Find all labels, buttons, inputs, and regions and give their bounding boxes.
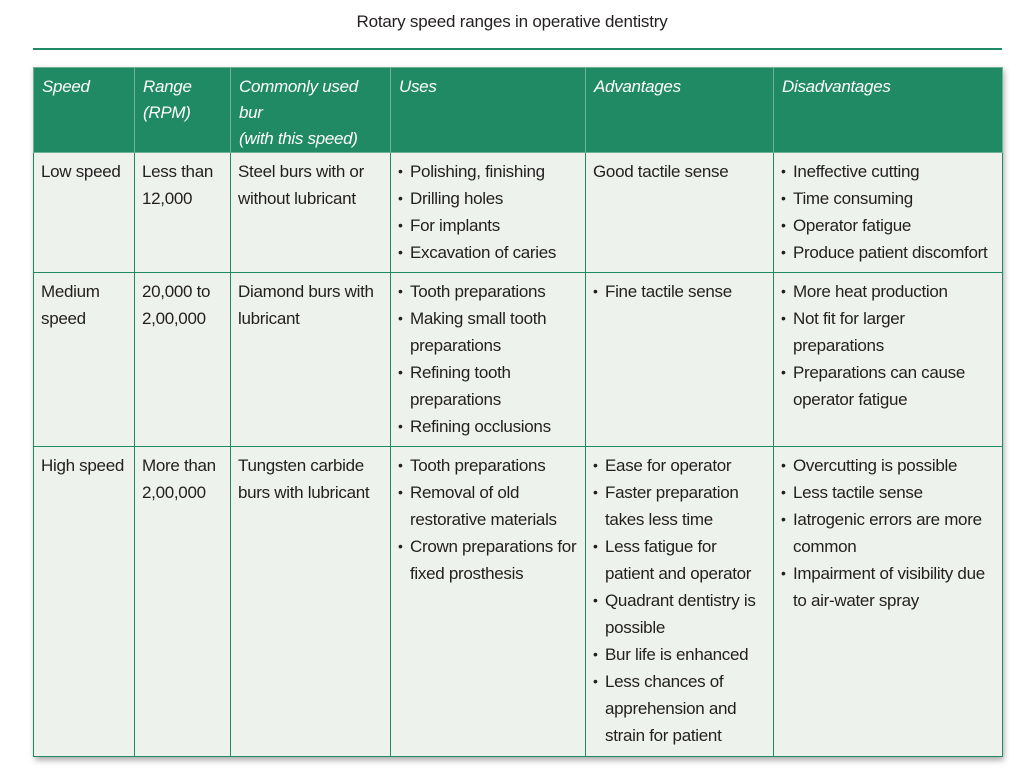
header-bur [231, 68, 391, 153]
cell-advantages [586, 153, 774, 273]
table-row-low-speed [34, 153, 1003, 273]
cell-text: Diamond burs with [238, 282, 374, 301]
list-item: • Less fatigue for patient and operator [593, 533, 765, 587]
cell-speed [34, 447, 135, 757]
table-row-medium-speed [34, 273, 1003, 447]
list-item: • Produce patient discomfort [781, 239, 994, 266]
list-item: • Quadrant dentistry is possible [593, 587, 765, 641]
cell-text: Medium [41, 282, 100, 301]
rotary-speed-table [33, 67, 1003, 757]
header-uses [391, 68, 586, 153]
cell-text: without lubricant [238, 189, 356, 208]
disadvantages-list [781, 452, 994, 614]
list-item: • Making small tooth preparations [398, 305, 577, 359]
cell-text: High speed [41, 456, 125, 475]
cell-speed [34, 153, 135, 273]
header-range-line2: (RPM) [143, 103, 191, 122]
table-title: Rotary speed ranges in operative dentistry [356, 12, 668, 31]
cell-text: Good tactile sense [593, 162, 729, 181]
disadvantages-list [781, 158, 994, 266]
list-item: • Less chances of apprehension and strain for patient [593, 668, 765, 749]
list-item: • Not fit for larger preparations [781, 305, 994, 359]
list-item: • Iatrogenic errors are more common [781, 506, 994, 560]
header-uses-label: Uses [399, 77, 437, 96]
cell-uses [391, 447, 586, 757]
cell-text: 2,00,000 [142, 483, 206, 502]
header-row [34, 68, 1003, 153]
cell-text: Tungsten carbide [238, 456, 364, 475]
cell-text: Low speed [41, 162, 121, 181]
cell-text: 20,000 to [142, 282, 211, 301]
list-item: • Impairment of visibility due to air-water spray [781, 560, 994, 614]
cell-advantages [586, 447, 774, 757]
list-item: • Time consuming [781, 185, 994, 212]
cell-text: More than [142, 456, 216, 475]
cell-text: 2,00,000 [142, 309, 206, 328]
list-item: • More heat production [781, 278, 994, 305]
header-speed [34, 68, 135, 153]
advantages-list [593, 278, 765, 305]
table-container [33, 67, 1002, 757]
header-speed-label: Speed [42, 77, 90, 96]
list-item: • Less tactile sense [781, 479, 994, 506]
cell-bur [231, 153, 391, 273]
cell-range [135, 447, 231, 757]
list-item: • Ease for operator [593, 452, 765, 479]
list-item: • Bur life is enhanced [593, 641, 765, 668]
header-advantages [586, 68, 774, 153]
list-item: • Tooth preparations [398, 278, 577, 305]
header-range [135, 68, 231, 153]
cell-disadvantages [774, 447, 1003, 757]
list-item: • Excavation of caries [398, 239, 577, 266]
header-disadvantages [774, 68, 1003, 153]
list-item: • Preparations can cause operator fatigue [781, 359, 994, 413]
list-item: • Drilling holes [398, 185, 577, 212]
header-advantages-label: Advantages [594, 77, 681, 96]
cell-text: 12,000 [142, 189, 193, 208]
header-disadvantages-label: Disadvantages [782, 77, 891, 96]
cell-range [135, 153, 231, 273]
header-bur-line2: (with this speed) [239, 129, 358, 148]
cell-disadvantages [774, 153, 1003, 273]
cell-disadvantages [774, 273, 1003, 447]
cell-advantages [586, 273, 774, 447]
cell-speed [34, 273, 135, 447]
table-row-high-speed [34, 447, 1003, 757]
cell-text: lubricant [238, 309, 300, 328]
cell-uses [391, 273, 586, 447]
uses-list [398, 452, 577, 587]
list-item: • Refining occlusions [398, 413, 577, 440]
list-item: • Overcutting is possible [781, 452, 994, 479]
list-item: • Removal of old restorative materials [398, 479, 577, 533]
uses-list [398, 278, 577, 440]
disadvantages-list [781, 278, 994, 413]
list-item: • Fine tactile sense [593, 278, 765, 305]
list-item: • For implants [398, 212, 577, 239]
title-rule [33, 48, 1002, 50]
list-item: • Crown preparations for fixed prosthesis [398, 533, 577, 587]
cell-text: speed [41, 309, 86, 328]
cell-range [135, 273, 231, 447]
cell-bur [231, 273, 391, 447]
list-item: • Polishing, finishing [398, 158, 577, 185]
cell-text: burs with lubricant [238, 483, 370, 502]
list-item: • Refining tooth preparations [398, 359, 577, 413]
advantages-list [593, 452, 765, 749]
header-bur-line1: Commonly used bur [239, 77, 358, 122]
uses-list [398, 158, 577, 266]
list-item: • Faster preparation takes less time [593, 479, 765, 533]
list-item: • Operator fatigue [781, 212, 994, 239]
cell-text: Less than [142, 162, 214, 181]
cell-bur [231, 447, 391, 757]
header-range-line1: Range [143, 77, 192, 96]
list-item: • Ineffective cutting [781, 158, 994, 185]
cell-text: Steel burs with or [238, 162, 364, 181]
cell-uses [391, 153, 586, 273]
list-item: • Tooth preparations [398, 452, 577, 479]
